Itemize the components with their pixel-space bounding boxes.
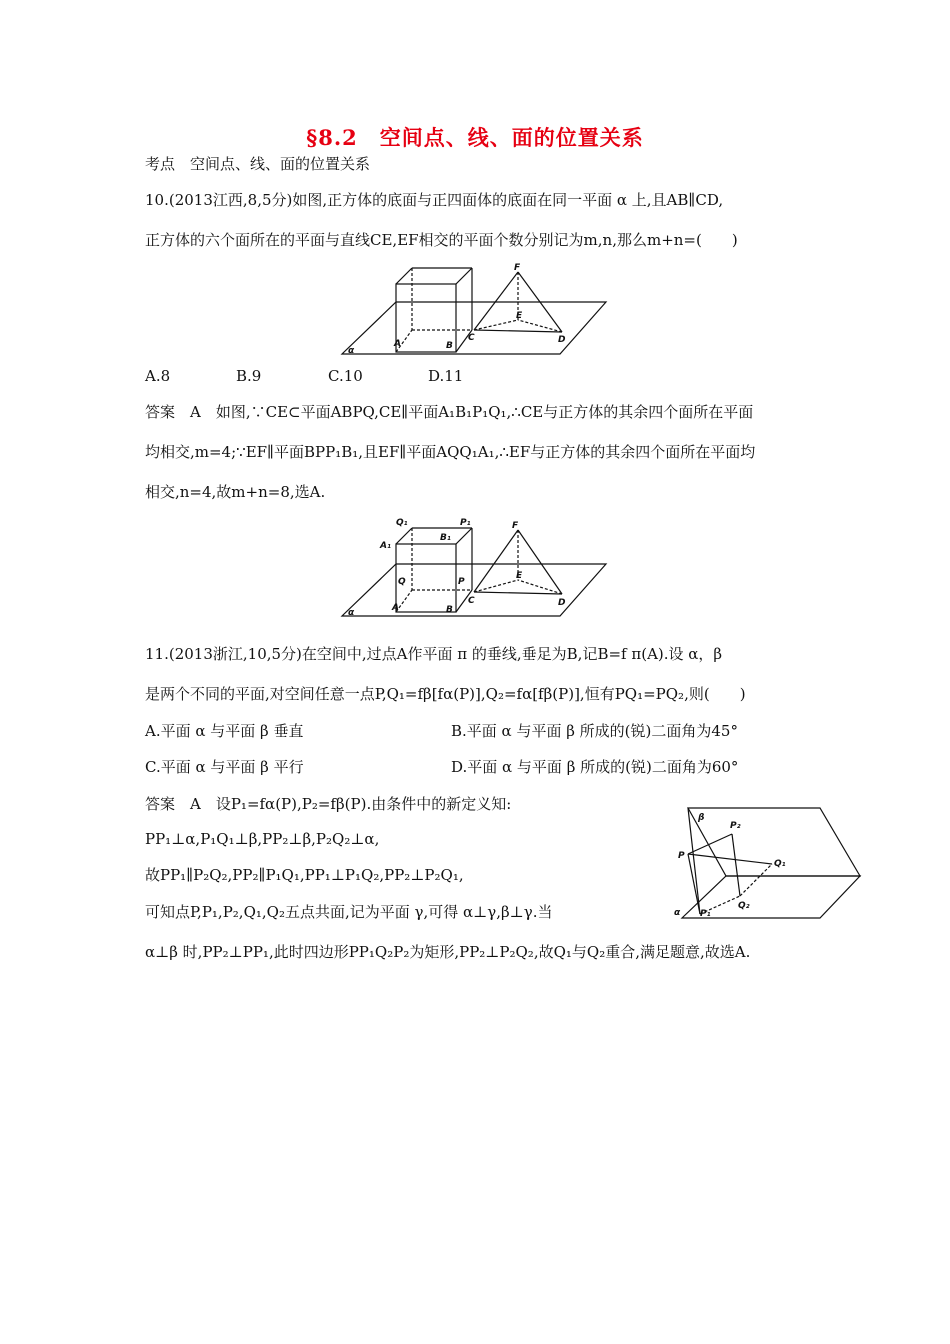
q11-answer-line5: α⊥β 时,PP₂⊥PP₁,此时四边形PP₁Q₂P₂为矩形,PP₂⊥P₂Q₂,故Q₁与Q₂重合,满足题意,故选A. [145,943,751,961]
kaodian-heading: 考点 空间点、线、面的位置关系 [145,155,371,173]
label-B1: B₁ [440,533,451,543]
label-P2: P₂ [730,821,741,831]
q11-answer-line2: PP₁⊥α,P₁Q₁⊥β,PP₂⊥β,P₂Q₂⊥α, [145,830,380,848]
q10-answer-line2: 均相交,m=4;∵EF∥平面BPP₁B₁,且EF∥平面AQQ₁A₁,∴EF与正方体的其余四个面所在平面均 [145,443,756,461]
q11-answer-line3: 故PP₁∥P₂Q₂,PP₂∥P₁Q₁,PP₁⊥P₁Q₂,PP₂⊥P₂Q₁, [145,866,464,884]
label-Q: Q [398,577,406,587]
q11-option-d: D.平面 α 与平面 β 所成的(锐)二面角为60° [451,758,739,776]
section-title: §8.2 空间点、线、面的位置关系 [306,125,644,150]
q10-option-c: C.10 [328,367,363,385]
plane-alpha [342,302,606,354]
plane-alpha [342,564,606,616]
q10-option-d: D.11 [428,367,464,385]
q10-figure-2 [340,516,610,620]
label-Q2: Q₂ [738,901,750,911]
label-alpha: α [674,908,681,918]
q10-stem-line2: 正方体的六个面所在的平面与直线CE,EF相交的平面个数分别记为m,n,那么m+n=( ) [145,231,738,249]
label-A: A [394,339,401,349]
label-P: P [458,577,465,587]
q11-stem-line2: 是两个不同的平面,对空间任意一点P,Q₁=fβ[fα(P)],Q₂=fα[fβ(P)],恒有PQ₁=PQ₂,则( ) [145,685,746,703]
label-F: F [514,263,521,273]
label-C: C [468,596,475,606]
q11-option-a: A.平面 α 与平面 β 垂直 [145,722,304,740]
label-D: D [558,335,566,345]
q11-answer-line1: 答案 A 设P₁=fα(P),P₂=fβ(P).由条件中的新定义知: [145,795,512,813]
q11-answer-line4: 可知点P,P₁,P₂,Q₁,Q₂五点共面,记为平面 γ,可得 α⊥γ,β⊥γ.当 [145,903,553,921]
label-F: F [512,521,519,531]
label-alpha: α [348,346,355,356]
label-A: A [392,603,399,613]
q10-answer-line1: 答案 A 如图,∵CE⊂平面ABPQ,CE∥平面A₁B₁P₁Q₁,∴CE与正方体的其余四个面所在平面 [145,403,754,421]
q10-option-a: A.8 [145,367,171,385]
q10-figure-1 [340,262,610,358]
label-B: B [446,341,453,351]
q11-stem-line1: 11.(2013浙江,10,5分)在空间中,过点A作平面 π 的垂线,垂足为B,记B=f π(A).设 α，β [145,645,723,663]
label-Q1: Q₁ [396,518,408,528]
label-E: E [516,571,523,581]
q11-figure [660,806,866,920]
q10-option-b: B.9 [236,367,262,385]
label-B: B [446,605,453,615]
label-E: E [516,311,523,321]
label-P1: P₁ [460,518,471,528]
label-A1: A₁ [380,541,391,551]
label-C: C [468,333,475,343]
label-alpha: α [348,608,355,618]
label-P1: P₁ [700,909,711,919]
label-P: P [678,851,685,861]
q11-option-c: C.平面 α 与平面 β 平行 [145,758,304,776]
q10-answer-line3: 相交,n=4,故m+n=8,选A. [145,483,326,501]
q11-option-b: B.平面 α 与平面 β 所成的(锐)二面角为45° [451,722,738,740]
q10-stem-line1: 10.(2013江西,8,5分)如图,正方体的底面与正四面体的底面在同一平面 α 上,且AB∥CD, [145,191,724,209]
label-Q1: Q₁ [774,859,786,869]
label-beta: β [698,813,705,823]
label-D: D [558,598,566,608]
